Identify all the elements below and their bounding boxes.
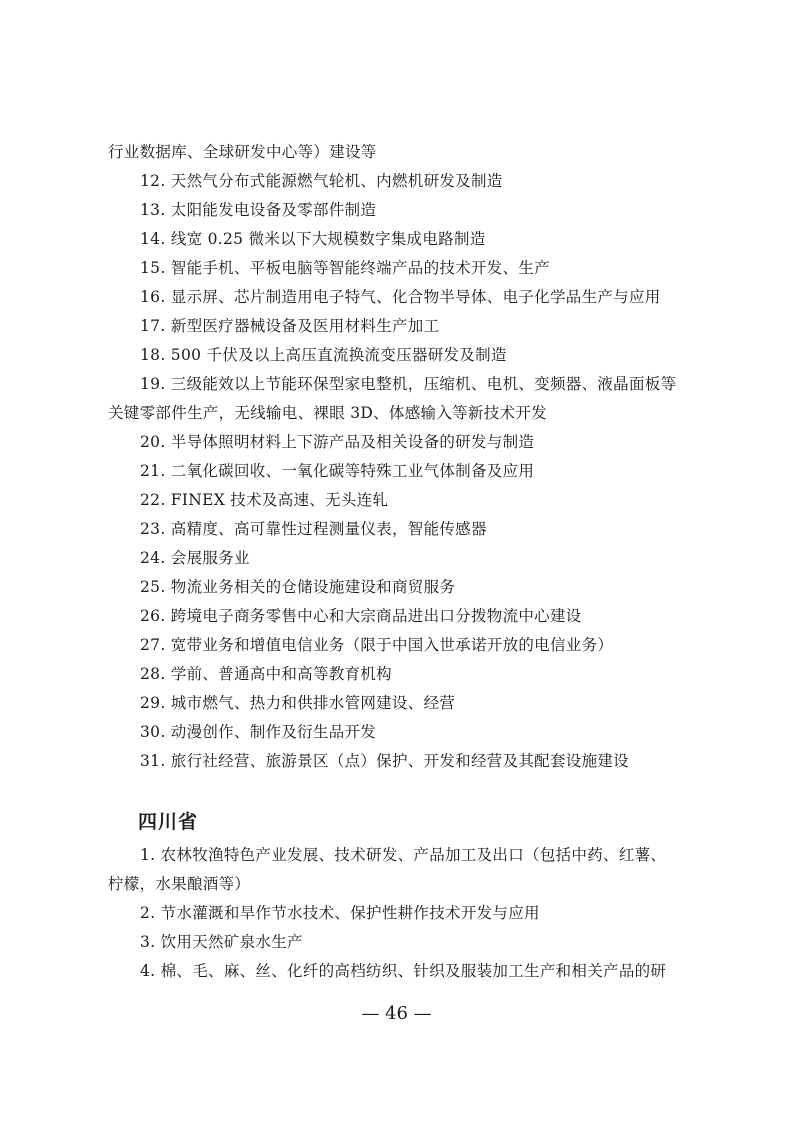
list-item: 14. 线宽 0.25 微米以下大规模数字集成电路制造	[140, 230, 486, 248]
list-item: 26. 跨境电子商务零售中心和大宗商品进出口分拨物流中心建设	[140, 607, 582, 625]
page-number: — 46 —	[361, 1003, 432, 1024]
list-item-line1: 1. 农林牧渔特色产业发展、技术研发、产品加工及出口（包括中药、红薯、	[140, 846, 667, 864]
list-item: 2. 节水灌溉和旱作节水技术、保护性耕作技术开发与应用	[140, 904, 540, 922]
list-item: 18. 500 千伏及以上高压直流换流变压器研发及制造	[140, 346, 507, 364]
list-item: 4. 棉、毛、麻、丝、化纤的高档纺织、针织及服装加工生产和相关产品的研	[140, 962, 667, 980]
list-item: 15. 智能手机、平板电脑等智能终端产品的技术开发、生产	[140, 259, 550, 277]
list-item: 24. 会展服务业	[140, 549, 250, 567]
list-item: 30. 动漫创作、制作及衍生品开发	[140, 723, 377, 741]
list-item: 31. 旅行社经营、旅游景区（点）保护、开发和经营及其配套设施建设	[140, 752, 629, 770]
list-item: 21. 二氧化碳回收、一氧化碳等特殊工业气体制备及应用	[140, 462, 535, 480]
list-item: 27. 宽带业务和增值电信业务（限于中国入世承诺开放的电信业务）	[140, 636, 614, 654]
list-item: 13. 太阳能发电设备及零部件制造	[140, 201, 377, 219]
section-heading: 四川省	[138, 811, 199, 833]
list-item: 23. 高精度、高可靠性过程测量仪表，智能传感器	[140, 520, 487, 538]
list-item: 28. 学前、普通高中和高等教育机构	[140, 665, 392, 683]
list-item-line2: 柠檬，水果酿酒等）	[108, 875, 251, 893]
list-item: 29. 城市燃气、热力和供排水管网建设、经营	[140, 694, 456, 712]
list-item: 12. 天然气分布式能源燃气轮机、内燃机研发及制造	[140, 172, 503, 190]
list-item: 25. 物流业务相关的仓储设施建设和商贸服务	[140, 578, 456, 596]
continuation-line: 行业数据库、全球研发中心等）建设等	[108, 143, 377, 161]
list-item-line2: 关键零部件生产，无线输电、裸眼 3D、体感输入等新技术开发	[108, 404, 547, 422]
list-item: 17. 新型医疗器械设备及医用材料生产加工	[140, 317, 440, 335]
list-item: 22. FINEX 技术及高速、无头连轧	[140, 491, 389, 509]
list-item-line1: 19. 三级能效以上节能环保型家电整机，压缩机、电机、变频器、液晶面板等	[140, 375, 677, 393]
list-item: 16. 显示屏、芯片制造用电子特气、化合物半导体、电子化学品生产与应用	[140, 288, 661, 306]
list-item: 3. 饮用天然矿泉水生产	[140, 933, 303, 951]
list-item: 20. 半导体照明材料上下游产品及相关设备的研发与制造	[140, 433, 535, 451]
